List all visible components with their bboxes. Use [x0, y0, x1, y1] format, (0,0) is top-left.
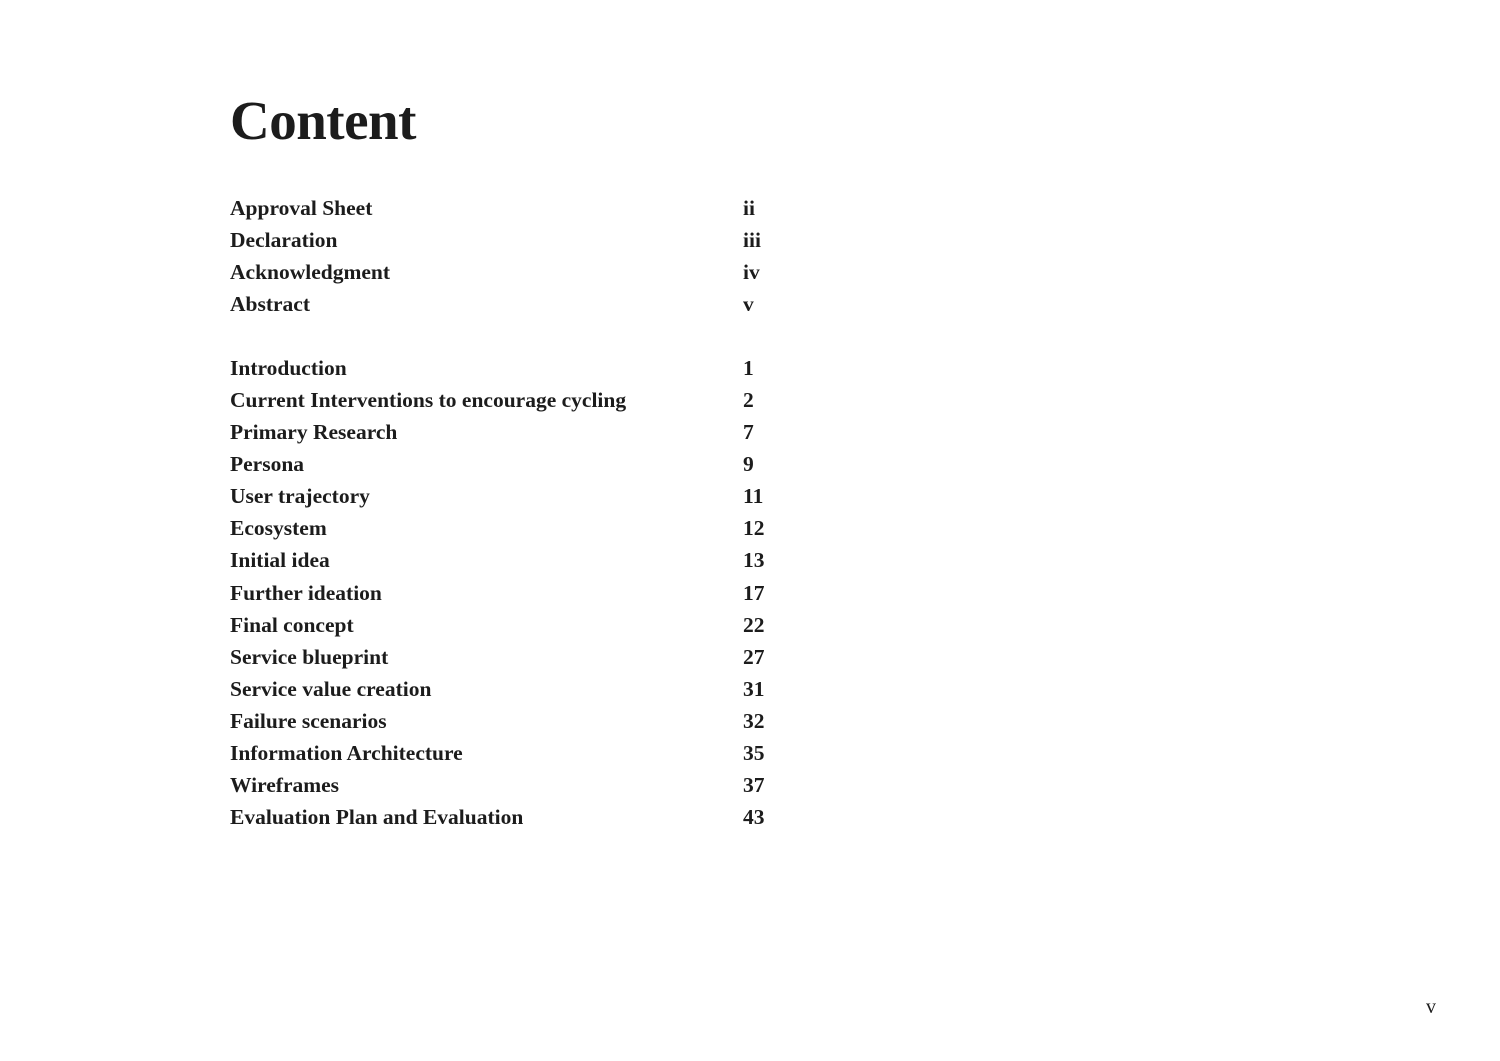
page-title: Content — [230, 90, 416, 151]
toc-entry-label: Further ideation — [230, 581, 382, 605]
toc-entry-page: 32 — [743, 709, 765, 733]
toc-entry-final-concept[interactable] — [230, 610, 790, 640]
toc-entry-user-trajectory[interactable] — [230, 481, 790, 511]
toc-entry-declaration[interactable] — [230, 225, 790, 255]
toc-entry-label: Final concept — [230, 613, 354, 637]
toc-entry-page: 13 — [743, 548, 765, 572]
toc-entry-persona[interactable] — [230, 449, 790, 479]
toc-entry-page: 7 — [743, 420, 754, 444]
toc-entry-page: 9 — [743, 452, 754, 476]
toc-entry-page: 17 — [743, 581, 765, 605]
toc-entry-label: Primary Research — [230, 420, 398, 444]
toc-entry-failure-scenarios[interactable] — [230, 706, 790, 736]
toc-entry-page: 11 — [743, 484, 764, 508]
toc-entry-service-blueprint[interactable] — [230, 642, 790, 672]
toc-entry-initial-idea[interactable] — [230, 545, 790, 575]
toc-entry-label: Information Architecture — [230, 741, 463, 765]
toc-entry-ecosystem[interactable] — [230, 513, 790, 543]
toc-entry-page: 1 — [743, 356, 754, 380]
toc-entry-page: iii — [743, 228, 761, 252]
toc-entry-label: Service blueprint — [230, 645, 389, 669]
table-of-contents — [230, 0, 790, 1061]
toc-entry-label: Failure scenarios — [230, 709, 387, 733]
toc-entry-page: 12 — [743, 516, 765, 540]
page-number: v — [1426, 996, 1436, 1018]
toc-entry-page: iv — [743, 260, 760, 284]
toc-entry-page: 27 — [743, 645, 765, 669]
toc-entry-information-architecture[interactable] — [230, 738, 790, 768]
toc-entry-label: Introduction — [230, 356, 347, 380]
toc-entry-approval-sheet[interactable] — [230, 193, 790, 223]
toc-entry-label: Abstract — [230, 292, 311, 316]
toc-entry-page: 35 — [743, 741, 765, 765]
toc-entry-page: 43 — [743, 805, 765, 829]
toc-entry-label: Acknowledgment — [230, 260, 391, 284]
toc-entry-further-ideation[interactable] — [230, 578, 790, 608]
toc-entry-label: Wireframes — [230, 773, 340, 797]
toc-entry-page: 22 — [743, 613, 765, 637]
toc-entry-label: Approval Sheet — [230, 196, 373, 220]
toc-entry-label: User trajectory — [230, 484, 370, 508]
toc-entry-page: 2 — [743, 388, 754, 412]
toc-entry-primary-research[interactable] — [230, 417, 790, 447]
toc-entry-evaluation[interactable] — [230, 802, 790, 832]
toc-entry-label: Initial idea — [230, 548, 330, 572]
toc-entry-page: ii — [743, 196, 755, 220]
toc-entry-label: Persona — [230, 452, 305, 476]
toc-entry-acknowledgment[interactable] — [230, 257, 790, 287]
toc-entry-abstract[interactable] — [230, 289, 790, 319]
toc-entry-wireframes[interactable] — [230, 770, 790, 800]
toc-entry-label: Service value creation — [230, 677, 432, 701]
toc-entry-introduction[interactable] — [230, 353, 790, 383]
toc-entry-label: Evaluation Plan and Evaluation — [230, 805, 524, 829]
toc-entry-current-interventions[interactable] — [230, 385, 790, 415]
toc-entry-label: Declaration — [230, 228, 338, 252]
toc-entry-label: Ecosystem — [230, 516, 327, 540]
toc-entry-page: v — [743, 292, 754, 316]
toc-entry-label: Current Interventions to encourage cycling — [230, 388, 627, 412]
toc-entry-page: 31 — [743, 677, 765, 701]
toc-entry-page: 37 — [743, 773, 765, 797]
toc-entry-service-value-creation[interactable] — [230, 674, 790, 704]
